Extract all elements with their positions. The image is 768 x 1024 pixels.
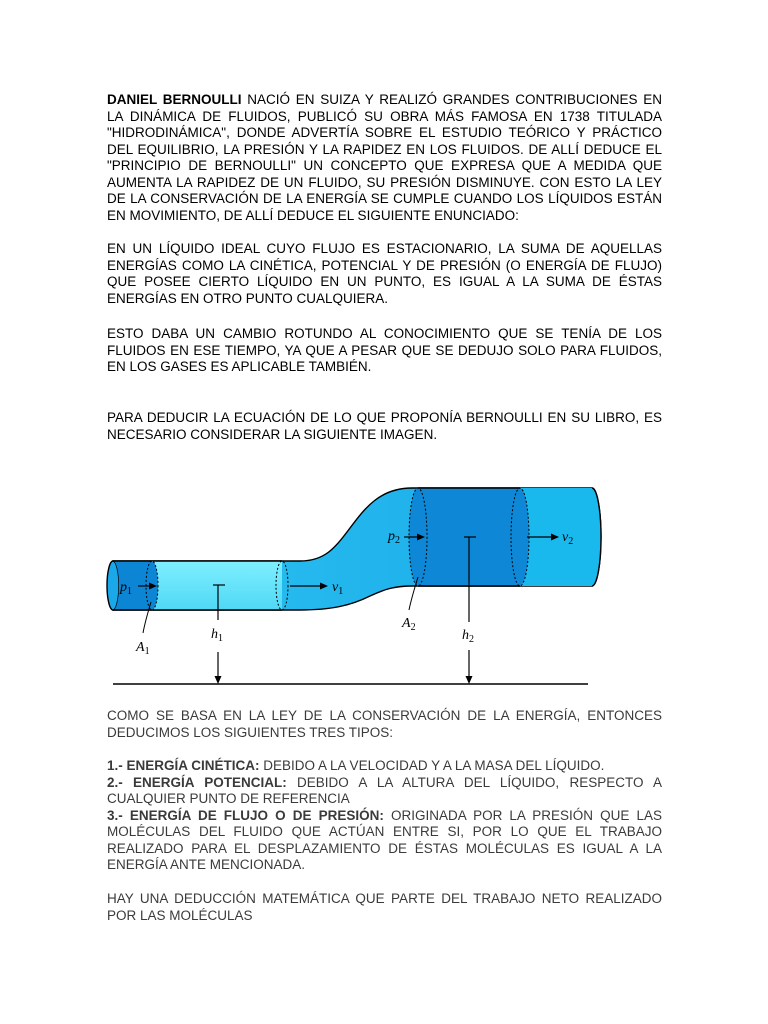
principle-paragraph: EN UN LÍQUIDO IDEAL CUYO FLUJO ES ESTACIONARIO, LA SUMA DE AQUELLAS ENERGÍAS COMO LA CINÉTICA, POTENCIAL Y DE PRESIÓN (O ENERGÍA DE FLUJO) QUE POSEE CIERTO LÍQUIDO EN UN PUNTO, ES IGUAL A LA SUMA DE ÉSTAS ENERGÍAS EN OTRO PUNTO CUALQUIERA. [107,241,662,306]
list-item-text: ORIGINADA POR LA PRESIÓN QUE LAS MOLÉCULAS DEL FLUIDO QUE ACTÚAN ENTRE SI, POR LO QUE EL TRABAJO REALIZADO PARA EL DESPLAZAMIENTO DE ÉSTAS MOLÉCULAS ES IGUAL A LA ENERGÍA ANTE MENCIONADA. [107,807,662,872]
list-item-label: 1.- ENERGÍA CINÉTICA: [107,758,260,773]
label-a1: $A_1$ [136,640,150,657]
intro-text: NACIÓ EN SUIZA Y REALIZÓ GRANDES CONTRIBUCIONES EN LA DINÁMICA DE FLUIDOS, PUBLICÓ SU OBRA MÁS FAMOSA EN 1738 TITULADA "HIDRODINÁMICA", DONDE ADVERTÍA SOBRE EL ESTUDIO TEÓRICO Y PRÁCTICO DEL EQUILIBRIO, LA PRESIÓN Y LA RAPIDEZ EN LOS FLUIDOS. DE ALLÍ DEDUCE EL "PRINCIPIO DE BERNOULLI" UN CONCEPTO QUE EXPRESA QUE A MEDIDA QUE AUMENTA LA RAPIDEZ DE UN FLUIDO, SU PRESIÓN DISMINUYE. CON ESTO LA LEY DE LA CONSERVACIÓN DE LA ENERGÍA SE CUMPLE CUANDO LOS LÍQUIDOS ESTÁN EN MOVIMIENTO, DE ALLÍ DEDUCE EL SIGUIENTE ENUNCIADO: [107,92,662,223]
list-item-text: DEBIDO A LA VELOCIDAD Y A LA MASA DEL LÍQUIDO. [259,758,605,773]
label-h2: $h_2$ [462,628,474,645]
author-name: DANIEL BERNOULLI [107,92,242,107]
energy-types-intro: COMO SE BASA EN LA LEY DE LA CONSERVACIÓN DE LA ENERGÍA, ENTONCES DEDUCIMOS LOS SIGUIENTES TRES TIPOS: [107,708,662,740]
list-item-text: DEBIDO A LA ALTURA DEL LÍQUIDO, RESPECTO A CUALQUIER PUNTO DE REFERENCIA [107,774,662,806]
label-h1: $h_1$ [211,627,223,644]
closing-paragraph: HAY UNA DEDUCCIÓN MATEMÁTICA QUE PARTE DEL TRABAJO NETO REALIZADO POR LAS MOLÉCULAS [107,891,662,923]
pipe-inlet [107,561,119,610]
impact-paragraph: ESTO DABA UN CAMBIO ROTUNDO AL CONOCIMIENTO QUE SE TENÍA DE LOS FLUIDOS EN ESE TIEMPO, YA QUE A PESAR QUE SE DEDUJO SOLO PARA FLUIDOS, EN LOS GASES ES APLICABLE TAMBIÉN. [107,326,662,374]
label-v1: $v_1$ [332,580,344,597]
list-item-label: 2.- ENERGÍA POTENCIAL: [107,774,287,790]
list-item [107,758,662,775]
deduction-intro-paragraph: PARA DEDUCIR LA ECUACIÓN DE LO QUE PROPONÍA BERNOULLI EN SU LIBRO, ES NECESARIO CONSIDERAR LA SIGUIENTE IMAGEN. [107,410,662,442]
energy-types-list [107,758,662,874]
list-item [107,808,662,874]
list-item [107,775,662,808]
label-v2: $v_2$ [562,530,574,547]
label-a2: $A_2$ [402,616,416,633]
list-item-label: 3.- ENERGÍA DE FLUJO O DE PRESIÓN: [107,807,384,823]
label-p1: $p_1$ [120,580,132,597]
label-p2: $p_2$ [388,529,400,546]
